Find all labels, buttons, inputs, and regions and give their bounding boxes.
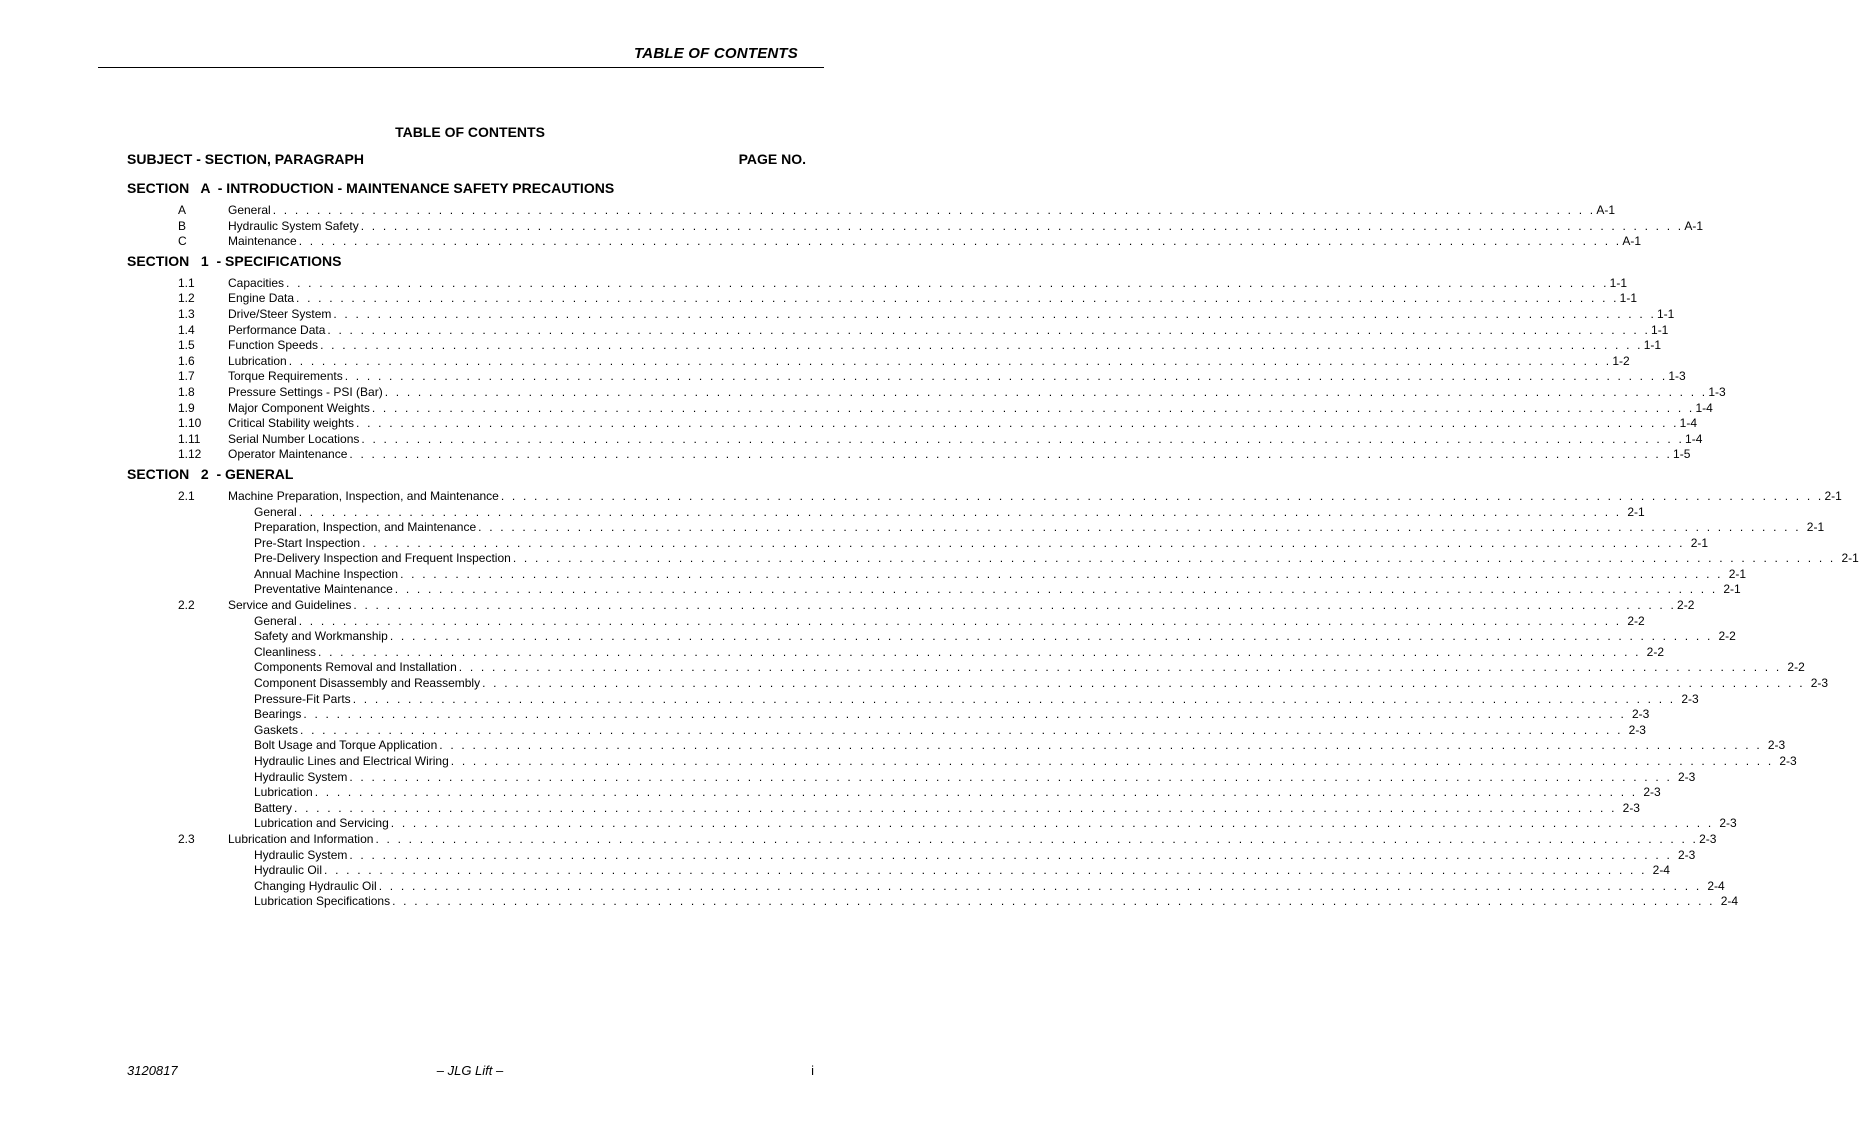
toc-entry-page: A-1: [1596, 203, 1616, 217]
toc-entry-number: 2.1: [178, 488, 195, 503]
toc-entry-number: 1.7: [178, 369, 195, 384]
toc-entry-title: Preparation, Inspection, and Maintenance: [254, 520, 477, 535]
toc-entry[interactable]: [0, 894, 1739, 910]
toc-entry[interactable]: [0, 488, 1842, 505]
footer-page-number: i: [811, 1063, 814, 1078]
toc-entry-line: [254, 754, 1797, 770]
dot-leader: . . . . . . . . . . . . . . . . . . . . . . . . . . . . . . . . . . . . . . . . . . . . . . . . . . . . . . . . . . . . . . . . . . . . . . . . . . . . . . . . . . . . . . . . . . . . . . . . . . . . . . . . . . . . . . . . . . . . . . . .: [298, 234, 1622, 249]
toc-entry-line: [228, 400, 1713, 417]
toc-entry[interactable]: [0, 400, 1713, 417]
toc-entry-page: 2-3: [1677, 847, 1696, 862]
section-heading: [0, 179, 866, 201]
toc-entry[interactable]: [0, 878, 1725, 895]
toc-entry[interactable]: [0, 676, 1829, 692]
toc-entry-line: [228, 275, 1627, 292]
dot-leader: . . . . . . . . . . . . . . . . . . . . . . . . . . . . . . . . . . . . . . . . . . . . . . . . . . . . . . . . . . . . . . . . . . . . . . . . . . . . . . . . . . . . . . . . . . . . . . . . . . . . . . . . . . . . . . . . . . . . . . . .: [375, 831, 1699, 846]
toc-entry-page: 2-1: [1627, 504, 1645, 519]
toc-entry-line: [254, 878, 1725, 895]
toc-entry-page: 2-3: [1719, 816, 1737, 831]
toc-entry-line: [228, 431, 1703, 448]
page-title: TABLE OF CONTENTS: [395, 124, 545, 140]
toc-entry-line: [228, 338, 1662, 354]
toc-entry[interactable]: [0, 369, 1686, 385]
toc-entry-line: [254, 535, 1709, 552]
toc-entry-line: [254, 816, 1737, 832]
toc-entry[interactable]: [0, 598, 1695, 614]
dot-leader: . . . . . . . . . . . . . . . . . . . . . . . . . . . . . . . . . . . . . . . . . . . . . . . . . . . . . . . . . . . . . . . . . . . . . . . . . . . . . . . . . . . . . . . . . . . . . . . . . . . . . . . . . . . . . . . . . . . . . . . .: [300, 722, 1623, 737]
toc-entry-title: Lubrication Specifications: [254, 894, 391, 909]
toc-entry-page: 1-4: [1679, 416, 1698, 431]
toc-entry-line: [254, 660, 1805, 676]
toc-entry-title: Critical Stability weights: [228, 416, 355, 431]
toc-entry-title: Pre-Delivery Inspection and Frequent Inspection: [254, 551, 511, 566]
toc-entry-page: 2-2: [1627, 613, 1645, 628]
toc-entry-line: [228, 306, 1675, 323]
toc-entry-title: Major Component Weights: [228, 400, 370, 415]
toc-entry-number: 1.1: [178, 275, 195, 290]
toc-entry-line: [254, 613, 1645, 630]
toc-entry-line: [228, 234, 1642, 250]
toc-entry[interactable]: [0, 722, 1646, 739]
toc-entry[interactable]: [0, 582, 1741, 598]
toc-entry[interactable]: [0, 234, 1642, 250]
column-header-subject: SUBJECT - SECTION, PARAGRAPH: [127, 151, 364, 167]
toc-entry-line: [254, 566, 1747, 583]
toc-entry-title: Component Disassembly and Reassembly: [254, 676, 481, 691]
toc-entry-line: [254, 676, 1829, 692]
dot-leader: . . . . . . . . . . . . . . . . . . . . . . . . . . . . . . . . . . . . . . . . . . . . . . . . . . . . . . . . . . . . . . . . . . . . . . . . . . . . . . . . . . . . . . . . . . . . . . . . . . . . . . . . . . . . . . . . . . . . . . . .: [298, 504, 1622, 519]
toc-entry-page: 2-2: [1677, 598, 1695, 613]
toc-entry-title: Hydraulic System Safety: [228, 218, 359, 233]
dot-leader: . . . . . . . . . . . . . . . . . . . . . . . . . . . . . . . . . . . . . . . . . . . . . . . . . . . . . . . . . . . . . . . . . . . . . . . . . . . . . . . . . . . . . . . . . . . . . . . . . . . . . . . . . . . . . . . . . . . . . . . .: [324, 863, 1647, 878]
toc-entry-title: Battery: [254, 800, 293, 815]
toc-entry-page: 2-1: [1728, 566, 1747, 581]
toc-entry[interactable]: [0, 291, 1638, 307]
dot-leader: . . . . . . . . . . . . . . . . . . . . . . . . . . . . . . . . . . . . . . . . . . . . . . . . . . . . . . . . . . . . . . . . . . . . . . . . . . . . . . . . . . . . . . . . . . . . . . . . . . . . . . . . . . . . . . . . . . . . . . . .: [286, 275, 1609, 290]
dot-leader: . . . . . . . . . . . . . . . . . . . . . . . . . . . . . . . . . . . . . . . . . . . . . . . . . . . . . . . . . . . . . . . . . . . . . . . . . . . . . . . . . . . . . . . . . . . . . . . . . . . . . . . . . . . . . . . . . . . . . . . .: [353, 598, 1677, 613]
toc-entry-page: 2-4: [1652, 863, 1670, 878]
toc-entry-page: 2-3: [1643, 785, 1661, 800]
dot-leader: . . . . . . . . . . . . . . . . . . . . . . . . . . . . . . . . . . . . . . . . . . . . . . . . . . . . . . . . . . . . . . . . . . . . . . . . . . . . . . . . . . . . . . . . . . . . . . . . . . . . . . . . . . . . . . . . . . . . . . . .: [389, 629, 1713, 644]
toc-entry[interactable]: [0, 707, 1650, 723]
toc-entry-title: Lubrication and Servicing: [254, 816, 389, 831]
dot-leader: . . . . . . . . . . . . . . . . . . . . . . . . . . . . . . . . . . . . . . . . . . . . . . . . . . . . . . . . . . . . . . . . . . . . . . . . . . . . . . . . . . . . . . . . . . . . . . . . . . . . . . . . . . . . . . . . . . . . . . . .: [384, 384, 1708, 399]
toc-entry-title: Components Removal and Installation: [254, 660, 457, 675]
toc-entry-line: [254, 520, 1825, 536]
dot-leader: . . . . . . . . . . . . . . . . . . . . . . . . . . . . . . . . . . . . . . . . . . . . . . . . . . . . . . . . . . . . . . . . . . . . . . . . . . . . . . . . . . . . . . . . . . . . . . . . . . . . . . . . . . . . . . . . . . . . . . . .: [450, 754, 1774, 768]
toc-entry[interactable]: [0, 691, 1699, 708]
toc-entry-title: Hydraulic System: [254, 769, 348, 784]
toc-entry-line: [228, 384, 1726, 401]
toc-entry-line: [254, 847, 1696, 864]
toc-entry[interactable]: [0, 520, 1825, 536]
toc-entry-page: 2-4: [1720, 894, 1739, 909]
dot-leader: . . . . . . . . . . . . . . . . . . . . . . . . . . . . . . . . . . . . . . . . . . . . . . . . . . . . . . . . . . . . . . . . . . . . . . . . . . . . . . . . . . . . . . . . . . . . . . . . . . . . . . . . . . . . . . . . . . . . . . . .: [371, 400, 1695, 415]
toc-entry-number: C: [178, 234, 187, 249]
toc-entry[interactable]: [0, 447, 1691, 463]
toc-entry-page: 1-1: [1643, 338, 1662, 353]
dot-leader: . . . . . . . . . . . . . . . . . . . . . . . . . . . . . . . . . . . . . . . . . . . . . . . . . . . . . . . . . . . . . . . . . . . . . . . . . . . . . . . . . . . . . . . . . . . . . . . . . . . . . . . . . . . . . . . . . . . . . . . .: [303, 707, 1626, 722]
toc-entry-line: [254, 707, 1650, 723]
toc-entry-title: Machine Preparation, Inspection, and Maintenance: [228, 488, 499, 503]
toc-entry-page: A-1: [1684, 218, 1704, 233]
dot-leader: . . . . . . . . . . . . . . . . . . . . . . . . . . . . . . . . . . . . . . . . . . . . . . . . . . . . . . . . . . . . . . . . . . . . . . . . . . . . . . . . . . . . . . . . . . . . . . . . . . . . . . . . . . . . . . . . . . . . . . . .: [349, 447, 1673, 462]
dot-leader: . . . . . . . . . . . . . . . . . . . . . . . . . . . . . . . . . . . . . . . . . . . . . . . . . . . . . . . . . . . . . . . . . . . . . . . . . . . . . . . . . . . . . . . . . . . . . . . . . . . . . . . . . . . . . . . . . . . . . . . .: [478, 520, 1801, 535]
toc-entry-title: Function Speeds: [228, 338, 319, 353]
toc-entry-page: 2-2: [1646, 644, 1665, 659]
toc-entry-page: 1-1: [1609, 275, 1627, 290]
toc-entry-number: 1.12: [178, 447, 202, 462]
dot-leader: . . . . . . . . . . . . . . . . . . . . . . . . . . . . . . . . . . . . . . . . . . . . . . . . . . . . . . . . . . . . . . . . . . . . . . . . . . . . . . . . . . . . . . . . . . . . . . . . . . . . . . . . . . . . . . . . . . . . . . . .: [361, 431, 1685, 446]
toc-entry-page: 1-1: [1619, 291, 1638, 306]
header-rule: [98, 67, 824, 68]
toc-entry-title: Hydraulic System: [254, 847, 348, 862]
toc-entry-title: Bolt Usage and Torque Application: [254, 738, 438, 753]
toc-entry-number: 1.2: [178, 291, 195, 306]
dot-leader: . . . . . . . . . . . . . . . . . . . . . . . . . . . . . . . . . . . . . . . . . . . . . . . . . . . . . . . . . . . . . . . . . . . . . . . . . . . . . . . . . . . . . . . . . . . . . . . . . . . . . . . . . . . . . . . . . . . . . . . .: [298, 613, 1622, 628]
toc-entry-page: 2-3: [1810, 676, 1829, 691]
toc-entry-page: 1-3: [1668, 369, 1686, 384]
toc-entry-page: 2-3: [1779, 754, 1797, 768]
toc-entry[interactable]: [0, 338, 1662, 354]
toc-entry-title: Lubrication and Information: [228, 831, 374, 846]
toc-entry-title: Capacities: [228, 275, 285, 290]
toc-entry-line: [228, 831, 1717, 848]
toc-entry[interactable]: [0, 629, 1736, 645]
toc-entry[interactable]: [0, 800, 1640, 817]
toc-entry-page: 1-1: [1651, 322, 1669, 337]
toc-entry-line: [254, 691, 1699, 708]
toc-entry-number: 1.10: [178, 416, 202, 431]
toc-entry-title: Changing Hydraulic Oil: [254, 878, 377, 893]
dot-leader: . . . . . . . . . . . . . . . . . . . . . . . . . . . . . . . . . . . . . . . . . . . . . . . . . . . . . . . . . . . . . . . . . . . . . . . . . . . . . . . . . . . . . . . . . . . . . . . . . . . . . . . . . . . . . . . . . . . . . . . .: [394, 582, 1718, 597]
toc-entry[interactable]: [0, 275, 1627, 292]
toc-entry-line: [228, 218, 1704, 235]
toc-entry-line: [228, 598, 1695, 614]
toc-entry-number: B: [178, 218, 187, 233]
toc-entry-line: [254, 863, 1670, 879]
toc-entry[interactable]: [0, 353, 1630, 370]
toc-entry-page: 1-4: [1685, 431, 1703, 446]
toc-entry-page: 2-3: [1767, 738, 1786, 753]
toc-entry-title: Engine Data: [228, 291, 295, 306]
toc-entry-number: 2.3: [178, 831, 195, 846]
toc-entry-line: [254, 722, 1646, 739]
toc-entry-line: [254, 894, 1739, 910]
toc-entry-title: Cleanliness: [254, 644, 317, 659]
toc-entry-page: 2-3: [1699, 831, 1717, 846]
toc-entry[interactable]: [0, 416, 1698, 432]
toc-entry-page: 1-4: [1695, 400, 1713, 415]
toc-entry-title: Lubrication: [254, 785, 313, 800]
dot-leader: . . . . . . . . . . . . . . . . . . . . . . . . . . . . . . . . . . . . . . . . . . . . . . . . . . . . . . . . . . . . . . . . . . . . . . . . . . . . . . . . . . . . . . . . . . . . . . . . . . . . . . . . . . . . . . . . . . . . . . . .: [344, 369, 1668, 384]
toc-entry-line: [254, 644, 1665, 661]
toc-entry[interactable]: [0, 769, 1696, 786]
toc-entry-title: Operator Maintenance: [228, 447, 348, 462]
toc-entry-line: [254, 785, 1661, 801]
toc-entry-line: [228, 203, 1616, 219]
toc-entry-title: Pressure Settings - PSI (Bar): [228, 384, 383, 399]
toc-entry[interactable]: [0, 863, 1670, 879]
toc-entry-number: 1.8: [178, 384, 195, 399]
toc-entry[interactable]: [0, 644, 1665, 661]
toc-entry[interactable]: [0, 754, 1797, 770]
toc-entry-page: 2-3: [1628, 722, 1646, 737]
toc-entry-line: [254, 504, 1645, 521]
toc-entry-page: 2-2: [1787, 660, 1805, 675]
toc-entry-line: [228, 322, 1669, 339]
footer-doc-number: 3120817: [127, 1063, 178, 1078]
table-of-contents: [0, 177, 1859, 910]
toc-entry[interactable]: [0, 431, 1703, 448]
toc-entry[interactable]: [0, 738, 1786, 754]
dot-leader: . . . . . . . . . . . . . . . . . . . . . . . . . . . . . . . . . . . . . . . . . . . . . . . . . . . . . . . . . . . . . . . . . . . . . . . . . . . . . . . . . . . . . . . . . . . . . . . . . . . . . . . . . . . . . . . . . . . . . . . .: [294, 800, 1617, 815]
dot-leader: . . . . . . . . . . . . . . . . . . . . . . . . . . . . . . . . . . . . . . . . . . . . . . . . . . . . . . . . . . . . . . . . . . . . . . . . . . . . . . . . . . . . . . . . . . . . . . . . . . . . . . . . . . . . . . . . . . . . . . . .: [390, 816, 1714, 831]
toc-entry[interactable]: [0, 203, 1616, 219]
toc-entry[interactable]: [0, 566, 1747, 583]
running-header-title: TABLE OF CONTENTS: [634, 45, 798, 62]
toc-entry-number: 1.9: [178, 400, 195, 415]
toc-entry[interactable]: [0, 831, 1717, 848]
dot-leader: . . . . . . . . . . . . . . . . . . . . . . . . . . . . . . . . . . . . . . . . . . . . . . . . . . . . . . . . . . . . . . . . . . . . . . . . . . . . . . . . . . . . . . . . . . . . . . . . . . . . . . . . . . . . . . . . . . . . . . . .: [296, 291, 1619, 306]
toc-entry-number: 1.6: [178, 353, 195, 368]
toc-entry-title: Preventative Maintenance: [254, 582, 393, 597]
toc-entry-line: [228, 488, 1842, 505]
toc-entry-page: A-1: [1622, 234, 1642, 249]
toc-entry[interactable]: [0, 785, 1661, 801]
dot-leader: . . . . . . . . . . . . . . . . . . . . . . . . . . . . . . . . . . . . . . . . . . . . . . . . . . . . . . . . . . . . . . . . . . . . . . . . . . . . . . . . . . . . . . . . . . . . . . . . . . . . . . . . . . . . . . . . . . . . . . . .: [378, 878, 1702, 893]
toc-entry-title: General: [254, 504, 297, 519]
toc-entry-title: Drive/Steer System: [228, 306, 332, 321]
toc-entry[interactable]: [0, 660, 1805, 676]
toc-entry-page: 2-2: [1718, 629, 1736, 644]
toc-entry[interactable]: [0, 535, 1709, 552]
toc-entry[interactable]: [0, 322, 1669, 339]
toc-entry-title: Hydraulic Oil: [254, 863, 323, 878]
toc-entry-title: Serial Number Locations: [228, 431, 360, 446]
toc-entry-line: [228, 353, 1630, 370]
toc-entry-line: [254, 769, 1696, 786]
toc-entry-number: A: [178, 203, 187, 217]
dot-leader: . . . . . . . . . . . . . . . . . . . . . . . . . . . . . . . . . . . . . . . . . . . . . . . . . . . . . . . . . . . . . . . . . . . . . . . . . . . . . . . . . . . . . . . . . . . . . . . . . . . . . . . . . . . . . . . . . . . . . . . .: [318, 644, 1641, 659]
toc-entry[interactable]: [0, 847, 1696, 864]
toc-entry-title: General: [228, 203, 271, 217]
dot-leader: . . . . . . . . . . . . . . . . . . . . . . . . . . . . . . . . . . . . . . . . . . . . . . . . . . . . . . . . . . . . . . . . . . . . . . . . . . . . . . . . . . . . . . . . . . . . . . . . . . . . . . . . . . . . . . . . . . . . . . . .: [500, 488, 1824, 503]
toc-entry-title: Gaskets: [254, 722, 299, 737]
toc-entry-page: 2-1: [1723, 582, 1741, 597]
toc-entry-line: [254, 551, 1859, 567]
toc-entry[interactable]: [0, 384, 1726, 401]
dot-leader: . . . . . . . . . . . . . . . . . . . . . . . . . . . . . . . . . . . . . . . . . . . . . . . . . . . . . . . . . . . . . . . . . . . . . . . . . . . . . . . . . . . . . . . . . . . . . . . . . . . . . . . . . . . . . . . . . . . . . . . .: [360, 218, 1684, 233]
dot-leader: . . . . . . . . . . . . . . . . . . . . . . . . . . . . . . . . . . . . . . . . . . . . . . . . . . . . . . . . . . . . . . . . . . . . . . . . . . . . . . . . . . . . . . . . . . . . . . . . . . . . . . . . . . . . . . . . . . . . . . . .: [272, 203, 1596, 217]
dot-leader: . . . . . . . . . . . . . . . . . . . . . . . . . . . . . . . . . . . . . . . . . . . . . . . . . . . . . . . . . . . . . . . . . . . . . . . . . . . . . . . . . . . . . . . . . . . . . . . . . . . . . . . . . . . . . . . . . . . . . . . .: [352, 691, 1676, 706]
toc-entry-page: 1-1: [1656, 306, 1675, 321]
toc-entry-line: [228, 369, 1686, 385]
toc-entry-title: Service and Guidelines: [228, 598, 352, 613]
toc-entry-page: 2-4: [1707, 878, 1725, 893]
toc-entry-number: 2.2: [178, 598, 195, 613]
toc-entry-page: 2-1: [1806, 520, 1825, 535]
section-heading-label: SECTION 2 - GENERAL: [127, 465, 294, 482]
toc-entry-title: General: [254, 613, 297, 628]
toc-entry[interactable]: [0, 551, 1859, 567]
dot-leader: . . . . . . . . . . . . . . . . . . . . . . . . . . . . . . . . . . . . . . . . . . . . . . . . . . . . . . . . . . . . . . . . . . . . . . . . . . . . . . . . . . . . . . . . . . . . . . . . . . . . . . . . . . . . . . . . . . . . . . . .: [439, 738, 1762, 753]
dot-leader: . . . . . . . . . . . . . . . . . . . . . . . . . . . . . . . . . . . . . . . . . . . . . . . . . . . . . . . . . . . . . . . . . . . . . . . . . . . . . . . . . . . . . . . . . . . . . . . . . . . . . . . . . . . . . . . . . . . . . . . .: [327, 322, 1651, 337]
toc-entry[interactable]: [0, 306, 1675, 323]
dot-leader: . . . . . . . . . . . . . . . . . . . . . . . . . . . . . . . . . . . . . . . . . . . . . . . . . . . . . . . . . . . . . . . . . . . . . . . . . . . . . . . . . . . . . . . . . . . . . . . . . . . . . . . . . . . . . . . . . . . . . . . .: [314, 785, 1638, 800]
toc-entry[interactable]: [0, 218, 1704, 235]
toc-entry-page: 2-1: [1841, 551, 1859, 566]
toc-entry-number: 1.3: [178, 306, 195, 321]
toc-entry-line: [254, 738, 1786, 754]
toc-entry[interactable]: [0, 504, 1645, 521]
dot-leader: . . . . . . . . . . . . . . . . . . . . . . . . . . . . . . . . . . . . . . . . . . . . . . . . . . . . . . . . . . . . . . . . . . . . . . . . . . . . . . . . . . . . . . . . . . . . . . . . . . . . . . . . . . . . . . . . . . . . . . . .: [349, 847, 1672, 862]
dot-leader: . . . . . . . . . . . . . . . . . . . . . . . . . . . . . . . . . . . . . . . . . . . . . . . . . . . . . . . . . . . . . . . . . . . . . . . . . . . . . . . . . . . . . . . . . . . . . . . . . . . . . . . . . . . . . . . . . . . . . . . .: [288, 353, 1612, 368]
dot-leader: . . . . . . . . . . . . . . . . . . . . . . . . . . . . . . . . . . . . . . . . . . . . . . . . . . . . . . . . . . . . . . . . . . . . . . . . . . . . . . . . . . . . . . . . . . . . . . . . . . . . . . . . . . . . . . . . . . . . . . . .: [392, 894, 1715, 909]
toc-entry-title: Maintenance: [228, 234, 297, 249]
dot-leader: . . . . . . . . . . . . . . . . . . . . . . . . . . . . . . . . . . . . . . . . . . . . . . . . . . . . . . . . . . . . . . . . . . . . . . . . . . . . . . . . . . . . . . . . . . . . . . . . . . . . . . . . . . . . . . . . . . . . . . . .: [458, 660, 1782, 675]
toc-entry-title: Torque Requirements: [228, 369, 343, 384]
dot-leader: . . . . . . . . . . . . . . . . . . . . . . . . . . . . . . . . . . . . . . . . . . . . . . . . . . . . . . . . . . . . . . . . . . . . . . . . . . . . . . . . . . . . . . . . . . . . . . . . . . . . . . . . . . . . . . . . . . . . . . . .: [482, 676, 1805, 691]
toc-entry-line: [254, 800, 1640, 817]
toc-entry-page: 2-3: [1677, 769, 1696, 784]
toc-entry[interactable]: [0, 816, 1737, 832]
footer-brand: – JLG Lift –: [436, 1063, 504, 1078]
toc-entry-number: 1.11: [178, 431, 201, 446]
toc-entry-line: [228, 291, 1638, 307]
dot-leader: . . . . . . . . . . . . . . . . . . . . . . . . . . . . . . . . . . . . . . . . . . . . . . . . . . . . . . . . . . . . . . . . . . . . . . . . . . . . . . . . . . . . . . . . . . . . . . . . . . . . . . . . . . . . . . . . . . . . . . . .: [320, 338, 1643, 353]
toc-entry-title: Pressure-Fit Parts: [254, 691, 351, 706]
dot-leader: . . . . . . . . . . . . . . . . . . . . . . . . . . . . . . . . . . . . . . . . . . . . . . . . . . . . . . . . . . . . . . . . . . . . . . . . . . . . . . . . . . . . . . . . . . . . . . . . . . . . . . . . . . . . . . . . . . . . . . . .: [400, 566, 1723, 581]
toc-entry-page: 2-3: [1632, 707, 1650, 722]
section-heading: [0, 252, 866, 274]
toc-entry-line: [228, 447, 1691, 463]
toc-entry-line: [254, 629, 1736, 645]
column-header-page-no: PAGE NO.: [738, 151, 806, 167]
dot-leader: . . . . . . . . . . . . . . . . . . . . . . . . . . . . . . . . . . . . . . . . . . . . . . . . . . . . . . . . . . . . . . . . . . . . . . . . . . . . . . . . . . . . . . . . . . . . . . . . . . . . . . . . . . . . . . . . . . . . . . . .: [512, 551, 1836, 566]
section-heading: [0, 465, 866, 487]
toc-entry-page: 1-3: [1708, 384, 1726, 399]
dot-leader: . . . . . . . . . . . . . . . . . . . . . . . . . . . . . . . . . . . . . . . . . . . . . . . . . . . . . . . . . . . . . . . . . . . . . . . . . . . . . . . . . . . . . . . . . . . . . . . . . . . . . . . . . . . . . . . . . . . . . . . .: [362, 535, 1685, 550]
toc-entry-title: Performance Data: [228, 322, 326, 337]
toc-entry-line: [254, 582, 1741, 598]
toc-entry-title: Bearings: [254, 707, 302, 722]
dot-leader: . . . . . . . . . . . . . . . . . . . . . . . . . . . . . . . . . . . . . . . . . . . . . . . . . . . . . . . . . . . . . . . . . . . . . . . . . . . . . . . . . . . . . . . . . . . . . . . . . . . . . . . . . . . . . . . . . . . . . . . .: [349, 769, 1672, 784]
toc-entry-title: Lubrication: [228, 353, 287, 368]
dot-leader: . . . . . . . . . . . . . . . . . . . . . . . . . . . . . . . . . . . . . . . . . . . . . . . . . . . . . . . . . . . . . . . . . . . . . . . . . . . . . . . . . . . . . . . . . . . . . . . . . . . . . . . . . . . . . . . . . . . . . . . .: [356, 416, 1679, 431]
dot-leader: . . . . . . . . . . . . . . . . . . . . . . . . . . . . . . . . . . . . . . . . . . . . . . . . . . . . . . . . . . . . . . . . . . . . . . . . . . . . . . . . . . . . . . . . . . . . . . . . . . . . . . . . . . . . . . . . . . . . . . . .: [333, 306, 1656, 321]
toc-entry-page: 2-1: [1690, 535, 1709, 550]
toc-entry-title: Safety and Workmanship: [254, 629, 388, 644]
toc-entry-line: [228, 416, 1698, 432]
toc-entry[interactable]: [0, 613, 1645, 630]
section-heading-label: SECTION 1 - SPECIFICATIONS: [127, 252, 342, 269]
toc-entry-page: 2-1: [1824, 488, 1842, 503]
toc-entry-page: 2-3: [1681, 691, 1699, 706]
toc-entry-title: Hydraulic Lines and Electrical Wiring: [254, 754, 449, 768]
toc-entry-page: 2-3: [1622, 800, 1640, 815]
section-heading-label: SECTION A - INTRODUCTION - MAINTENANCE SAFETY PRECAUTIONS: [127, 180, 615, 196]
toc-entry-page: 1-2: [1612, 353, 1630, 368]
toc-entry-number: 1.5: [178, 338, 195, 353]
toc-entry-title: Annual Machine Inspection: [254, 566, 399, 581]
toc-entry-number: 1.4: [178, 322, 195, 337]
toc-entry-page: 1-5: [1673, 447, 1691, 462]
toc-entry-title: Pre-Start Inspection: [254, 535, 361, 550]
